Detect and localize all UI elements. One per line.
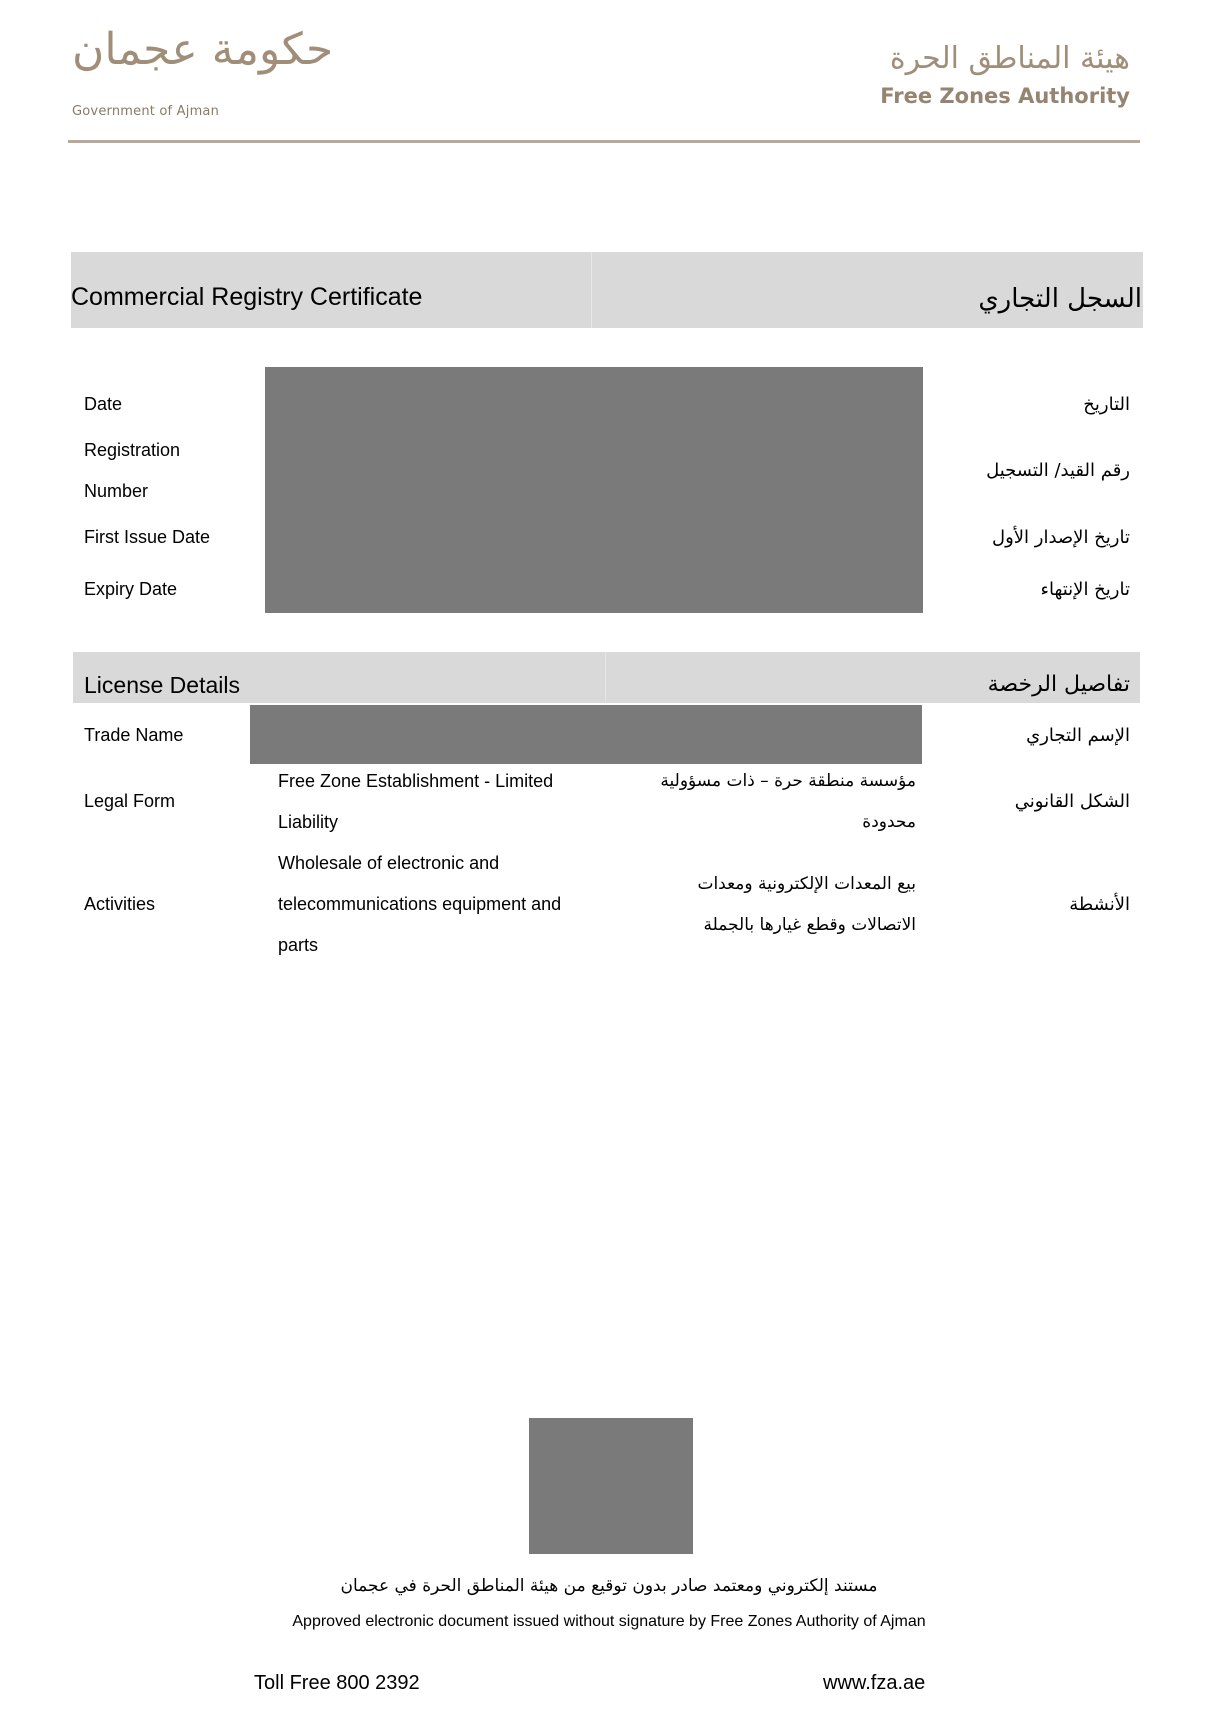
activities-value-arabic: [616, 864, 916, 946]
page-title-english: Commercial Registry Certificate: [71, 283, 423, 311]
government-of-ajman-logo-english: Government of Ajman: [72, 104, 220, 119]
license-details-heading: License Details: [84, 672, 240, 698]
license-details-heading-arabic: تفاصيل الرخصة: [987, 672, 1130, 697]
legal-form-label: Legal Form: [84, 791, 176, 811]
government-of-ajman-logo-arabic: حكومة عجمان: [72, 24, 334, 75]
activities-label-arabic: الأنشطة: [1069, 894, 1130, 915]
legal-form-value-line: Free Zone Establishment - Limited: [278, 771, 554, 791]
website-link[interactable]: www.fza.ae: [823, 1672, 926, 1694]
activities-value-line-arabic: بيع المعدات الإلكترونية ومعدات: [697, 874, 916, 894]
redacted-qr-code: [529, 1418, 693, 1554]
toll-free-number: Toll Free 800 2392: [254, 1672, 420, 1694]
first-issue-date-label-arabic: تاريخ الإصدار الأول: [992, 527, 1130, 548]
first-issue-date-label: First Issue Date: [84, 527, 211, 547]
activities-value-line-arabic: الاتصالات وقطع غيارها بالجملة: [703, 915, 916, 935]
date-label-arabic: التاريخ: [1083, 394, 1130, 415]
free-zones-authority-logo-english: Free Zones Authority: [880, 84, 1130, 108]
redacted-trade-name: [250, 705, 922, 764]
activities-value-line: Wholesale of electronic and: [278, 853, 500, 873]
trade-name-label-arabic: الإسم التجاري: [1026, 725, 1130, 746]
activities-value-english: [278, 843, 561, 966]
redacted-registry-values: [265, 367, 923, 613]
electronic-document-note: Approved electronic document issued without signature by Free Zones Authority of Ajman: [292, 1613, 926, 1630]
electronic-document-note-arabic: مستند إلكتروني ومعتمد صادر بدون توقيع من هيئة المناطق الحرة في عجمان: [340, 1576, 878, 1596]
legal-form-value-arabic: [616, 761, 916, 843]
legal-form-value-line: Liability: [278, 812, 339, 832]
date-label: Date: [84, 394, 123, 414]
free-zones-authority-logo-arabic: هيئة المناطق الحرة: [889, 41, 1130, 76]
activities-label: Activities: [84, 894, 156, 914]
registration-number-label-arabic: رقم القيد/ التسجيل: [986, 460, 1130, 481]
activities-value-line: telecommunications equipment and: [278, 894, 562, 914]
legal-form-value-line-arabic: مؤسسة منطقة حرة – ذات مسؤولية: [660, 771, 916, 791]
legal-form-value-english: [278, 761, 553, 843]
header-divider: [68, 140, 1140, 143]
registration-number-label-line2: Number: [84, 481, 149, 501]
page-title-arabic: السجل التجاري: [978, 284, 1142, 314]
legal-form-value-line-arabic: محدودة: [862, 812, 916, 832]
legal-form-label-arabic: الشكل القانوني: [1014, 791, 1130, 812]
registration-number-label-line1: Registration: [84, 440, 181, 460]
activities-value-line: parts: [278, 935, 319, 955]
expiry-date-label: Expiry Date: [84, 579, 178, 599]
trade-name-label: Trade Name: [84, 725, 184, 745]
expiry-date-label-arabic: تاريخ الإنتهاء: [1040, 579, 1130, 600]
